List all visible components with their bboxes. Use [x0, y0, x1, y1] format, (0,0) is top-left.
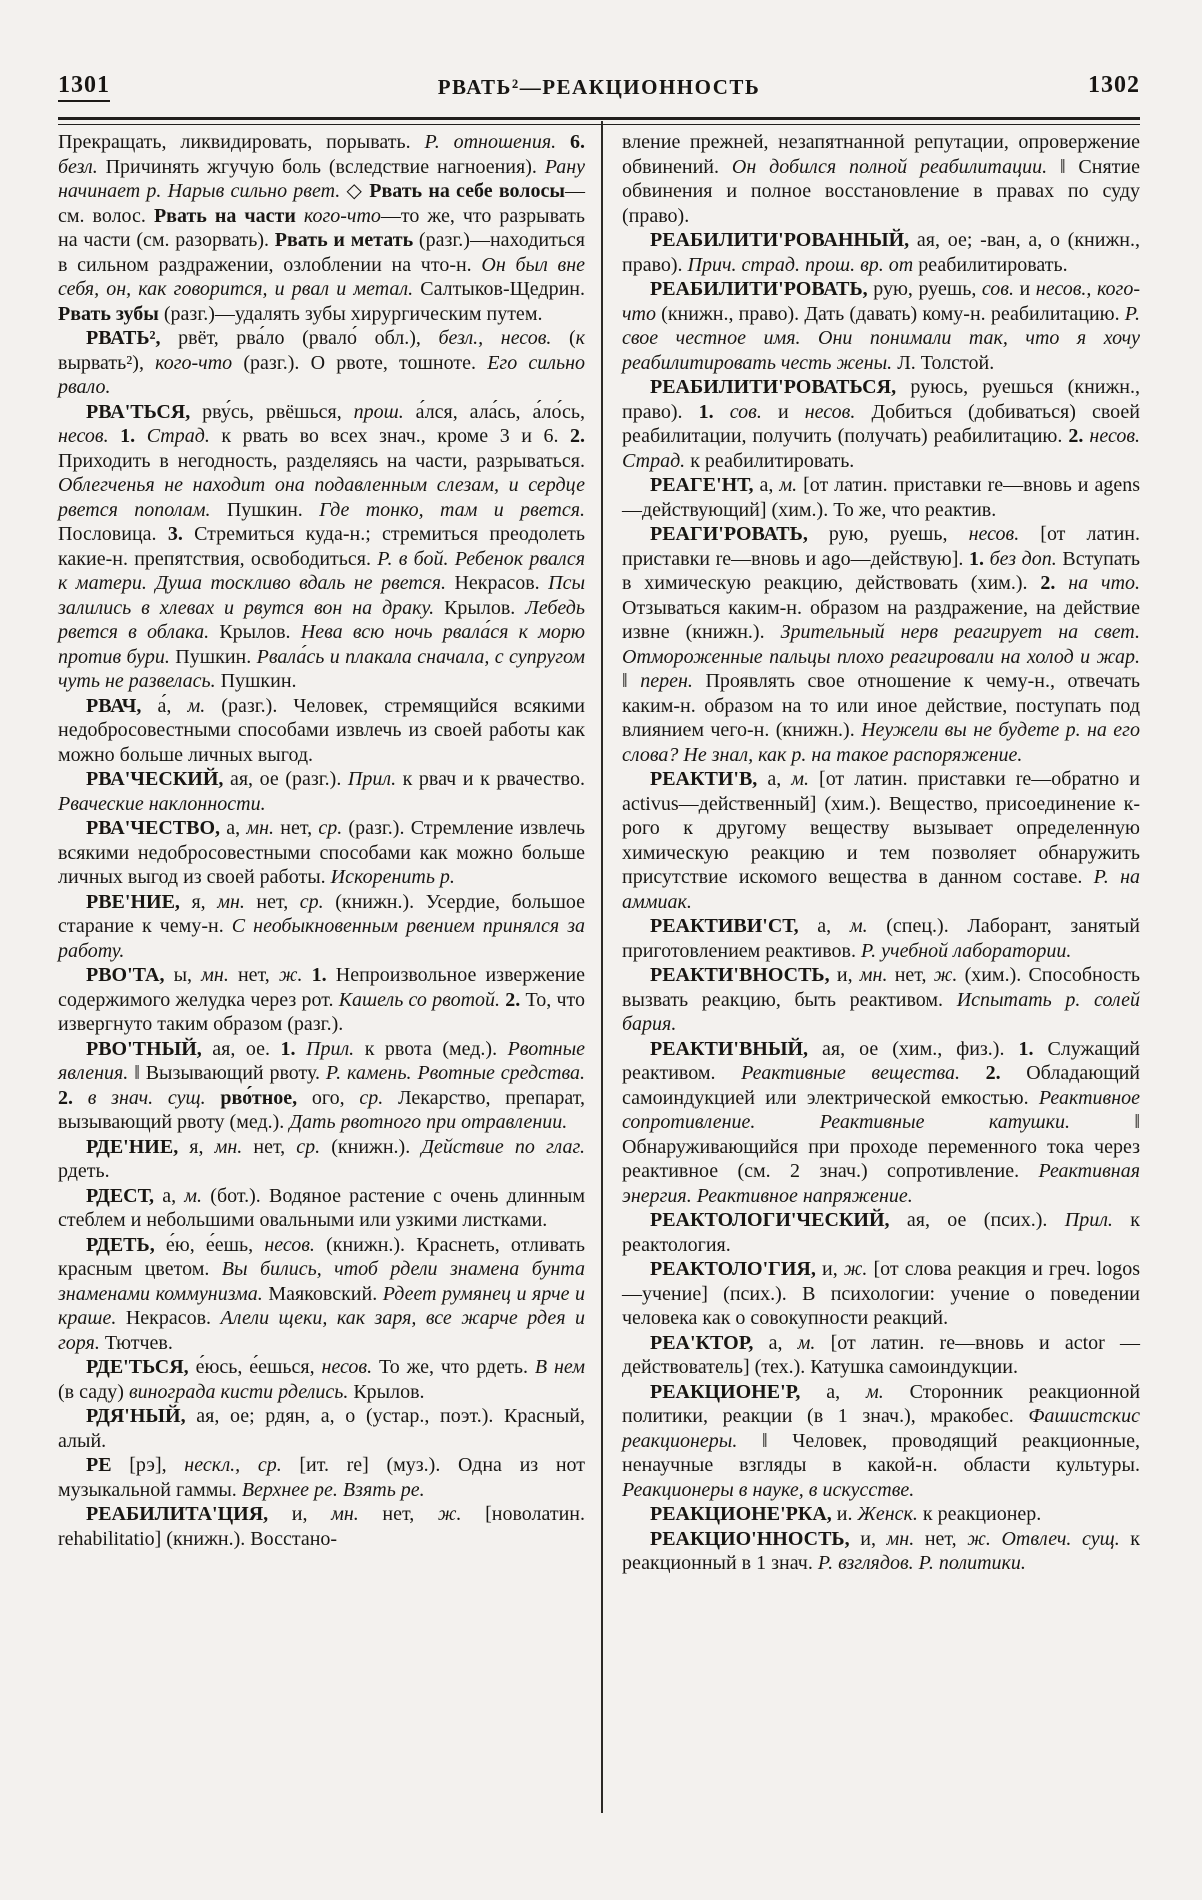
headword: РВО'ТНЫЙ,: [86, 1037, 213, 1060]
text-run: Его сильно рвало.: [58, 351, 586, 398]
text-run: 2.: [505, 988, 526, 1011]
text-run: Реакционеры в науке, в искусстве.: [622, 1478, 915, 1501]
text-run: рую, руешь,: [873, 278, 982, 300]
headword: РЕАГИ'РОВАТЬ,: [650, 523, 829, 545]
text-run: (книжн.). Краснеть, отливать красным цветом.: [58, 1233, 585, 1280]
page-number-left: 1301: [58, 72, 110, 102]
text-run: Маяковский.: [268, 1282, 383, 1305]
text-run: (книжн.).: [331, 1135, 422, 1158]
headword: РЕАКТОЛО'ГИЯ,: [650, 1258, 822, 1280]
text-run: (книжн., право). Дать (давать) кому-н. реабилитацию.: [661, 302, 1125, 325]
text-run: м.: [849, 915, 887, 937]
text-run: ая, ое; -ван, а, о (книжн., право).: [622, 229, 1140, 276]
text-run: Р. свое честное имя. Они понимали так, что я хочу реабилитировать честь жены.: [622, 302, 1140, 374]
headword: РЕАБИЛИТИ'РОВАТЬСЯ,: [650, 376, 911, 398]
text-run: нет,: [924, 1527, 968, 1550]
dictionary-entry: [622, 1037, 1140, 1209]
headword: РЕАКТИВИ'СТ,: [650, 915, 818, 937]
text-run: Крылов.: [219, 621, 301, 643]
text-run: к рвота (мед.).: [364, 1037, 508, 1060]
text-run: ого,: [311, 1086, 360, 1109]
text-run: Рану начинает р. Нарыв сильно рвет.: [58, 155, 585, 202]
text-run: 1.: [280, 1037, 307, 1060]
text-run: Крылов.: [444, 596, 526, 619]
text-run: (в саду): [58, 1380, 129, 1403]
dictionary-entry: [58, 694, 585, 768]
dictionary-entry: [58, 1184, 585, 1233]
text-run: [от латин. приставки re—вновь и ago—действую].: [622, 523, 1140, 570]
text-run: То же, что рдеть.: [379, 1356, 535, 1378]
text-run: 6.: [570, 131, 585, 153]
headword: РВА'ЧЕСТВО,: [86, 817, 227, 839]
text-run: Добиться (добиваться) своей реабилитации, получить (получать) реабилитацию.: [622, 400, 1140, 447]
text-run: Женск.: [857, 1503, 923, 1525]
text-run: мн.: [886, 1527, 925, 1550]
text-run: я,: [189, 1135, 215, 1158]
text-run: кого-что: [303, 204, 381, 227]
text-run: а,: [226, 817, 247, 839]
text-run: ср.: [318, 817, 349, 839]
text-run: ая, ое (хим., физ.).: [822, 1037, 1019, 1060]
text-run: Служащий реактивом.: [622, 1037, 1141, 1084]
text-run: Обладающий самоиндукцией или электрической емкостью.: [622, 1062, 1140, 1109]
page-number-right: 1302: [1088, 72, 1140, 98]
text-run: Фашистскис реакционеры.: [622, 1405, 1140, 1452]
dictionary-entry: [622, 522, 1140, 767]
text-run: (спец.). Лаборант, занятый приготовлением реактивов.: [622, 915, 1140, 962]
text-run: Вы бились, чтоб рдели знамена бунта знаменами коммунизма.: [58, 1258, 585, 1305]
text-run: я,: [191, 890, 218, 913]
text-run: сов.: [981, 278, 1020, 300]
text-run: ая, ое; рдян, а, о (устар., поэт.). Красный, алый.: [58, 1405, 585, 1452]
text-run: к реабилитировать.: [690, 449, 855, 472]
text-run: и.: [836, 1503, 858, 1525]
text-run: мн.: [331, 1503, 383, 1525]
dictionary-entry: [58, 1135, 585, 1184]
text-run: несов.: [804, 400, 872, 423]
text-run: Непроизвольное извержение содержимого желудка через рот.: [58, 964, 585, 1011]
text-run: безл.: [58, 155, 106, 178]
headword: РДЕТЬ,: [86, 1233, 166, 1256]
text-run: Р. в бой. Ребенок рвался к матери. Душа тоскливо вдаль не рвется.: [58, 547, 585, 594]
text-run: ‖: [622, 670, 641, 692]
text-run: несов.: [58, 425, 121, 447]
text-run: м.: [797, 1331, 831, 1354]
text-run: (разг.). О рвоте, тошноте.: [243, 351, 488, 374]
text-run: Пушкин.: [226, 498, 320, 521]
text-run: ‖ Человек, проводящий реакционные, ненаучные взгляды в какой-н. области культуры.: [622, 1429, 1140, 1476]
text-run: а,: [759, 474, 780, 496]
dictionary-entry: [622, 1502, 1140, 1527]
text-run: Проявлять свое отношение к чему-н., отвечать каким-н. образом на то или иное действие, поступать под влиянием чего-н. (книжн.).: [622, 670, 1140, 741]
text-run: Р. на аммиак.: [622, 866, 1140, 913]
text-run: рвёт, рва́ло (рвало́ обл.),: [178, 327, 439, 349]
text-run: Прекращать, ликвидировать, порывать.: [58, 131, 425, 153]
text-run: Верхнее ре. Взять ре.: [241, 1478, 425, 1501]
headword: РЕАКТИ'ВНОСТЬ,: [650, 964, 837, 986]
text-run: Неужели вы не будете р. на его слова? Не знал, как р. на такое распоряжение.: [622, 719, 1140, 766]
text-run: ‖ Вызывающий рвоту.: [134, 1062, 326, 1084]
dictionary-entry: [622, 1208, 1140, 1257]
text-run: Р. учебной лаборатории.: [860, 939, 1072, 962]
text-run: 3.: [167, 523, 195, 545]
dictionary-entry: [58, 1355, 585, 1404]
header-rule: [58, 117, 1140, 125]
headword: РДЕ'НИЕ,: [86, 1135, 190, 1158]
text-run: нескл., ср.: [184, 1454, 300, 1476]
text-run: (разг.)—находиться в сильном раздражении, озлоблении на что-н.: [58, 229, 586, 276]
page-header: [58, 70, 1140, 106]
text-run: Р. камень. Рвотные средства.: [325, 1062, 585, 1084]
text-run: Крылов.: [353, 1380, 425, 1403]
text-run: [от латин. re—вновь и actor — действователь] (тех.). Катушка самоиндукции.: [622, 1331, 1140, 1378]
text-run: Некрасов.: [125, 1307, 221, 1329]
text-run: рдеть.: [58, 1160, 110, 1182]
text-run: Р. взглядов. Р. политики.: [817, 1552, 1026, 1574]
running-title: РВАТЬ²—РЕАКЦИОННОСТЬ: [437, 75, 761, 99]
text-run: и,: [860, 1527, 887, 1550]
text-run: [ит. re] (муз.). Одна из нот музыкальной гаммы.: [58, 1454, 586, 1501]
dictionary-entry: [58, 767, 585, 816]
text-run: рую, руешь,: [828, 523, 969, 545]
column-left: [58, 130, 585, 1551]
text-run: Прич. страд. прош. вр. от: [687, 253, 919, 276]
text-run: Тютчев.: [104, 1331, 173, 1354]
text-run: винограда кисти рделись.: [128, 1380, 354, 1403]
text-run: сов.: [729, 400, 778, 423]
text-run: Некрасов.: [454, 572, 549, 594]
text-run: Вступать в химическую реакцию, действовать (хим.).: [622, 547, 1141, 594]
text-run: [от латин. приставки re—обратно и activus—действенный] (хим.). Вещество, присоединение к-рого к другому веществу вызывает определенную химическую реакцию и тем позволяет обнаружить присутствие искомого вещества в данном составе.: [622, 768, 1140, 888]
text-run: (книжн.). Усердие, большое старание к чему-н.: [58, 890, 586, 937]
headword: РВАТЬ²,: [86, 327, 179, 349]
text-run: несов.: [968, 523, 1041, 545]
headword: РДЕ'ТЬСЯ,: [86, 1356, 196, 1378]
dictionary-entry: [58, 326, 585, 400]
text-run: 2.: [985, 1062, 1027, 1084]
text-run: ‖ Обнаруживающийся при проходе переменного тока через реактивное (см. 2 знач.) сопротивление.: [622, 1111, 1140, 1182]
text-run: нет,: [237, 964, 279, 986]
dictionary-entry: [622, 228, 1140, 277]
text-run: Страд.: [146, 425, 222, 447]
dictionary-entry: [622, 1380, 1140, 1503]
text-run: м.: [187, 694, 222, 717]
text-run: Реактивная энергия. Реактивное напряжение.: [622, 1160, 1140, 1207]
text-run: Рвать и метать: [274, 229, 419, 251]
text-run: Рвать на части: [153, 204, 304, 227]
text-run: Зрительный нерв реагирует на свет. Отмороженные пальцы плохо реагировали на холод и жар.: [622, 621, 1140, 668]
text-run: 1.: [120, 425, 147, 447]
text-run: к реакционер.: [922, 1503, 1042, 1525]
text-run: нет,: [894, 964, 934, 986]
text-run: к реакционный в 1 знач.: [622, 1527, 1141, 1574]
text-run: Облегченья не находит она подавленным слезам, и сердце рвется пополам.: [58, 474, 585, 521]
text-run: ая, ое (псих.).: [906, 1209, 1065, 1231]
text-run: [новолатин. rehabilitatio] (книжн.). Восстано-: [58, 1503, 585, 1550]
text-run: реабилитировать.: [918, 253, 1068, 276]
text-run: на что.: [1068, 572, 1141, 594]
text-run: к реактология.: [622, 1209, 1140, 1256]
headword: РДЕСТ,: [86, 1184, 163, 1207]
dictionary-entry: [58, 1502, 585, 1551]
dictionary-entry: [622, 1527, 1140, 1576]
text-run: Реактивное сопротивление. Реактивные катушки.: [622, 1086, 1140, 1133]
text-run: ж.: [437, 1503, 486, 1525]
headword: РВО'ТА,: [86, 964, 174, 986]
text-run: рву́сь, рвёшься,: [202, 400, 354, 423]
headword: РЕА'КТОР,: [650, 1331, 769, 1354]
text-run: Действие по глаг.: [421, 1135, 585, 1158]
text-run: Испытать р. солей бария.: [622, 988, 1141, 1035]
text-run: 2.: [58, 1086, 88, 1109]
text-run: 2.: [1068, 425, 1090, 447]
text-run: Рвала́сь и плакала сначала, с супругом чуть не развелась.: [58, 645, 585, 692]
headword: РЕАКТИ'ВНЫЙ,: [650, 1037, 823, 1060]
text-run: Рвать на себе волосы: [369, 180, 565, 202]
dictionary-entry: [622, 767, 1140, 914]
text-run: ж.: [933, 964, 965, 986]
text-run: Рвотные явления.: [58, 1037, 586, 1084]
text-run: и: [1019, 278, 1036, 300]
headword: РЕАБИЛИТА'ЦИЯ,: [86, 1503, 292, 1525]
text-run: прош.: [353, 400, 416, 423]
text-run: несов. Страд.: [622, 425, 1141, 472]
dictionary-entry: [622, 375, 1140, 473]
dictionary-entry: [58, 816, 585, 890]
text-run: Алели щеки, как заря, все жарче рдея и горя.: [58, 1307, 585, 1354]
text-run: Искоренить р.: [330, 866, 455, 888]
text-run: С необыкновенным рвением принялся за работу.: [58, 915, 585, 962]
text-run: Причинять жгучую боль (вследствие нагноения).: [105, 155, 545, 178]
dictionary-entry: [58, 1037, 585, 1135]
entry-continuation: [622, 130, 1140, 228]
headword: РВАЧ,: [86, 694, 158, 717]
text-run: 1.: [1018, 1037, 1048, 1060]
text-run: ы,: [173, 964, 202, 986]
text-run: мн.: [246, 817, 281, 839]
dictionary-entry: [622, 1257, 1140, 1331]
text-run: мн.: [859, 964, 895, 986]
text-run: ср.: [299, 890, 336, 913]
text-run: ая, ое.: [212, 1037, 281, 1060]
headword: РЕАКЦИОНЕ'РКА,: [650, 1503, 837, 1525]
dictionary-entry: [622, 473, 1140, 522]
dictionary-entry: [58, 1453, 585, 1502]
text-run: 1.: [311, 964, 336, 986]
text-run: без доп.: [989, 547, 1063, 570]
headword: РЕАКТИ'В,: [650, 768, 768, 790]
text-run: м.: [791, 768, 820, 790]
text-run: Прил.: [1064, 1209, 1131, 1231]
headword: РВЕ'НИЕ,: [86, 890, 192, 913]
text-run: —то же, что разрывать на части (см. разорвать).: [58, 204, 585, 251]
text-run: в знач. сущ.: [87, 1086, 221, 1109]
text-run: несов.: [321, 1356, 379, 1378]
text-run: рво́тное,: [220, 1086, 312, 1109]
text-run: ж. Отвлеч. сущ.: [967, 1527, 1131, 1550]
text-run: Псы залились в хлевах и рвутся вон на драку.: [58, 572, 585, 619]
text-run: ж.: [278, 964, 312, 986]
text-run: Кашель со рвотой.: [338, 988, 506, 1011]
text-run: (разг.)—удалять зубы хирургическим путем.: [163, 302, 543, 325]
text-run: 1.: [968, 547, 990, 570]
text-run: [рэ],: [129, 1454, 185, 1476]
text-run: а́,: [157, 694, 188, 717]
headword: РЕАБИЛИТИ'РОВАННЫЙ,: [650, 229, 917, 251]
text-run: Лебедь рвется в облака.: [58, 596, 585, 643]
text-run: Прил.: [306, 1037, 365, 1060]
text-run: Реактивные вещества.: [741, 1062, 986, 1084]
text-run: безл., несов.: [438, 327, 569, 349]
text-run: нет,: [256, 890, 300, 913]
text-run: а,: [817, 915, 850, 937]
text-run: е́юсь, е́ешься,: [195, 1356, 322, 1378]
dictionary-entry: [58, 1404, 585, 1453]
text-run: а,: [162, 1184, 185, 1207]
text-run: Рдеет румянец и ярче и краше.: [58, 1282, 585, 1329]
dictionary-entry: [58, 1233, 585, 1356]
dictionary-entry: [58, 890, 585, 964]
text-run: нет,: [280, 817, 319, 839]
text-run: м.: [865, 1380, 910, 1403]
text-run: Где тонко, там и рвется.: [319, 498, 585, 521]
dictionary-entry: [622, 914, 1140, 963]
text-run: (разг.). Стремление извлечь всякими недобросовестными способами как можно больше личных выгод из своей работы.: [58, 817, 585, 888]
headword: РДЯ'НЫЙ,: [86, 1405, 197, 1427]
text-run: Прил.: [347, 768, 403, 790]
headword: РЕ: [86, 1454, 130, 1476]
text-run: к рвач и к рвачество.: [402, 768, 585, 790]
text-run: а́лся, ала́сь, а́ло́сь,: [415, 400, 585, 423]
headword: РЕАГЕ'НТ,: [650, 474, 760, 496]
dictionary-entry: [58, 400, 585, 694]
text-run: (хим.). Способность вызвать реакцию, быть реактивом.: [622, 964, 1140, 1011]
headword: РЕАКЦИОНЕ'Р,: [650, 1380, 827, 1403]
text-run: а,: [767, 768, 792, 790]
dictionary-entry: [58, 963, 585, 1037]
text-run: Сторонник реакционной политики, реакции (в 1 знач.), мракобес.: [622, 1380, 1141, 1427]
text-run: В нем: [534, 1356, 586, 1378]
text-run: 2.: [1040, 572, 1069, 594]
text-run: м.: [779, 474, 804, 496]
text-run: к: [575, 327, 585, 349]
text-run: —см. волос.: [58, 180, 585, 227]
text-run: к рвать во всех знач., кроме 3 и 6.: [221, 425, 571, 447]
text-run: 2.: [570, 425, 586, 447]
text-run: (бот.). Водяное растение с очень длинным стеблем и небольшими овальными или узкими листками.: [58, 1184, 585, 1231]
text-run: Пушкин.: [175, 645, 257, 668]
text-run: мн.: [201, 964, 238, 986]
text-run: Лекарство, препарат, вызывающий рвоту (мед.).: [58, 1086, 585, 1133]
text-run: 1.: [698, 400, 730, 423]
column-divider: [601, 121, 603, 1813]
text-run: а,: [768, 1331, 798, 1354]
text-run: Дать рвотного при отравлении.: [289, 1111, 568, 1133]
text-run: ◇: [346, 180, 370, 202]
text-run: а,: [826, 1380, 866, 1403]
text-run: несов.: [264, 1233, 327, 1256]
text-run: кого-что: [155, 351, 244, 374]
dictionary-entry: [622, 1331, 1140, 1380]
text-run: [от слова реакция и греч. logos—учение] (псих.). В психологии: учение о поведении человека как о совокупности реакций.: [622, 1258, 1140, 1329]
headword: РВА'ЧЕСКИЙ,: [86, 768, 230, 790]
headword: РЕАКЦИО'ННОСТЬ,: [650, 1527, 861, 1550]
text-run: Салтыков-Щедрин.: [420, 278, 585, 300]
text-run: вление прежней, незапятнанной репутации, опровержение обвинений.: [622, 131, 1140, 178]
text-run: Р. отношения.: [424, 131, 570, 153]
text-run: и,: [836, 964, 860, 986]
text-run: нет,: [253, 1135, 297, 1158]
text-run: Приходить в негодность, разделяясь на части, разрываться.: [58, 449, 585, 472]
text-run: ая, ое (разг.).: [229, 768, 348, 790]
text-run: и,: [821, 1258, 844, 1280]
text-run: руюсь, руешься (книжн., право).: [622, 376, 1140, 423]
text-run: Стремиться куда-н.; стремиться преодолеть какие-н. препятствия, освободиться.: [58, 523, 585, 570]
text-run: (: [568, 327, 576, 349]
text-run: ‖ Снятие обвинения и полное восстановление в правах по суду (право).: [622, 155, 1140, 227]
headword: РЕАКТОЛОГИ'ЧЕСКИЙ,: [650, 1209, 907, 1231]
text-run: нет,: [382, 1503, 438, 1525]
text-run: Пословица.: [58, 523, 168, 545]
text-run: То, что извергнуто таким образом (разг.).: [58, 988, 585, 1035]
text-run: ж.: [843, 1258, 874, 1280]
text-run: Пушкин.: [220, 670, 297, 692]
text-run: несов., кого-что: [622, 278, 1141, 325]
text-run: ср.: [359, 1086, 398, 1109]
entry-continuation: [58, 130, 585, 326]
text-run: м.: [184, 1184, 211, 1207]
text-run: Нева всю ночь рвала́ся к морю против бури.: [58, 621, 586, 668]
text-run: [от латин. приставки re—вновь и agens—действующий] (хим.). То же, что реактив.: [622, 474, 1140, 521]
dictionary-entry: [622, 277, 1140, 375]
text-run: мн.: [217, 890, 257, 913]
text-run: (разг.). Человек, стремящийся всякими недобросовестными способами извлечь из своей работы как можно больше личных выгод.: [58, 694, 585, 766]
text-run: и,: [291, 1503, 332, 1525]
text-run: Л. Толстой.: [897, 351, 995, 374]
text-run: Он добился полной реабилитации.: [731, 155, 1060, 178]
dictionary-entry: [622, 963, 1140, 1037]
text-run: е́ю, е́ешь,: [165, 1233, 265, 1256]
text-run: ср.: [296, 1135, 332, 1158]
text-run: Он был вне себя, он, как говорится, и рвал и метал.: [58, 253, 586, 300]
headword: РЕАБИЛИТИ'РОВАТЬ,: [650, 278, 874, 300]
text-run: Рвать зубы: [58, 302, 164, 325]
text-run: и: [777, 400, 805, 423]
text-run: Рваческие наклонности.: [58, 792, 266, 815]
text-run: Отзываться каким-н. образом на раздражение, на действие извне (книжн.).: [622, 596, 1140, 643]
text-run: перен.: [640, 670, 706, 692]
headword: РВА'ТЬСЯ,: [86, 400, 203, 423]
column-right: [622, 130, 1140, 1576]
text-run: мн.: [214, 1135, 254, 1158]
text-run: вырвать²),: [58, 351, 156, 374]
